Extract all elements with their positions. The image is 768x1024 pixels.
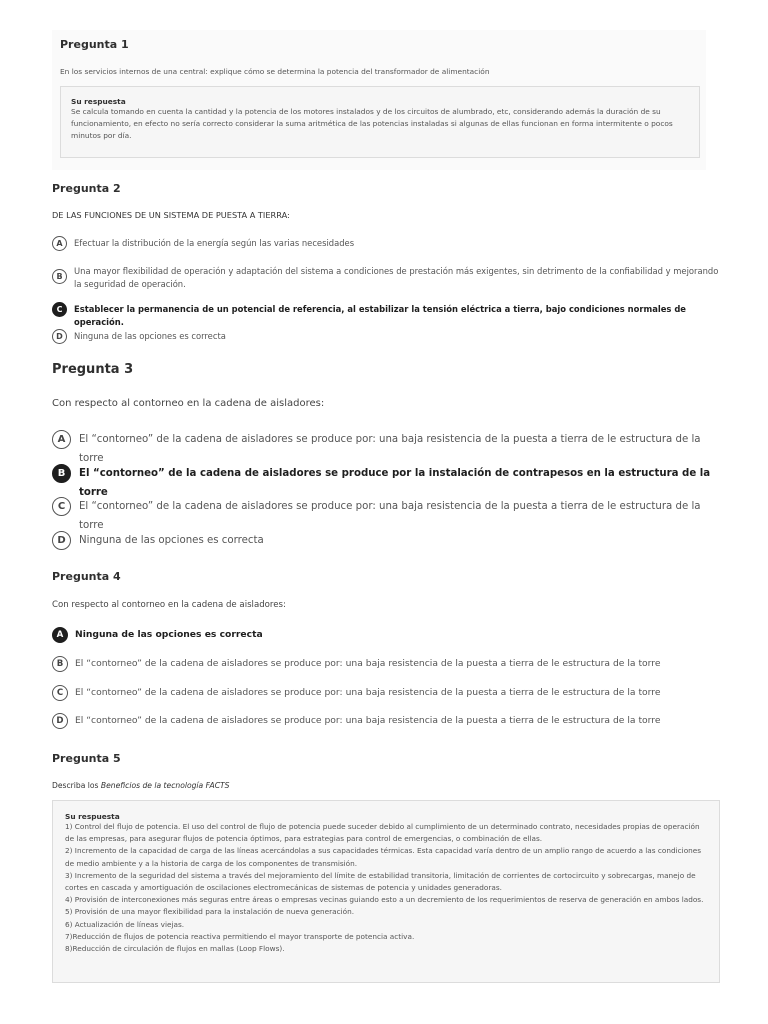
option-text: El “contorneo” de la cadena de aisladores se produce por: una baja resistencia de la puesta a tierra de le estructura de la torre [79, 501, 701, 531]
option-text: Efectuar la distribución de la energía según las varias necesidades [74, 238, 355, 248]
answer-title: Su respuesta [71, 97, 126, 106]
option-letter-badge: A [52, 430, 71, 449]
option-d[interactable] [52, 329, 720, 344]
option-text: El “contorneo” de la cadena de aisladores se produce por: una baja resistencia de la puesta a tierra de le estructura de la torre [75, 715, 661, 726]
answer-line: 7)Reducción de flujos de potencia reactiva permitiendo el mayor transporte de potencia activa. [65, 931, 415, 941]
option-letter-badge: A [52, 236, 67, 251]
option-b[interactable] [52, 656, 720, 672]
question-prompt-prefix: Describa los [52, 781, 101, 790]
option-text: Ninguna de las opciones es correcta [74, 331, 226, 341]
question-prompt: Con respecto al contorneo en la cadena de aisladores: [52, 600, 286, 610]
question-title: Pregunta 3 [52, 362, 134, 377]
answer-line: 1) Control del flujo de potencia. El uso del control de flujo de potencia puede suceder debido al cumplimiento de un determinado contrato, necesidades propias de operación de las empresas, para asegurar flujos de potencia óptimos, para estrategias para control de emergencias, o combinación de ellas. [65, 822, 700, 844]
option-c[interactable] [52, 497, 720, 535]
question-prompt-emphasis: Beneficios de la tecnología FACTS [100, 781, 230, 790]
question-3 [52, 360, 720, 560]
option-a[interactable] [52, 627, 720, 643]
answer-line: 3) Incremento de la seguridad del sistema a través del mejoramiento del límite de estabilidad transitoria, limitación de corrientes de cortocircuito y sobrecargas, manejo de cortes en cascada y amortiguación de oscilaciones electromecánicas de sistemas de potencia y unidades generadoras. [65, 870, 696, 893]
question-title: Pregunta 2 [52, 182, 121, 195]
question-2 [52, 180, 720, 350]
answer-line: 6) Actualización de líneas viejas. [65, 919, 185, 929]
option-text: El “contorneo” de la cadena de aisladores se produce por la instalación de contrapesos en la estructura de la torre [79, 468, 711, 498]
option-letter-badge: D [52, 531, 71, 550]
option-text: Una mayor flexibilidad de operación y adaptación del sistema a condiciones de prestación más exigentes, sin detrimento de la confiabilidad y mejorando la seguridad de operación. [74, 266, 719, 289]
option-text: Ninguna de las opciones es correcta [79, 535, 264, 546]
option-a[interactable] [52, 430, 720, 468]
answer-line: 5) Provisión de una mayor flexibilidad para la instalación de nueva generación. [65, 907, 355, 917]
option-b[interactable] [52, 264, 720, 291]
option-c[interactable] [52, 302, 720, 329]
answer-line: 8)Reducción de circulación de flujos en mallas (Loop Flows). [65, 944, 285, 954]
question-prompt: Con respecto al contorneo en la cadena de aisladores: [52, 398, 325, 409]
answer-title: Su respuesta [65, 812, 120, 821]
option-letter-badge: C [52, 497, 71, 516]
question-title: Pregunta 1 [60, 38, 129, 51]
option-d[interactable] [52, 531, 720, 550]
question-title: Pregunta 5 [52, 752, 121, 765]
answer-box [52, 800, 720, 983]
question-prompt [52, 781, 229, 790]
answer-box [60, 86, 700, 158]
answer-line: 4) Provisión de interconexiones más seguras entre áreas o empresas vecinas guiando esto a un decremiento de los requerimientos de reserva de generación en ambos lados. [65, 895, 704, 905]
question-prompt: DE LAS FUNCIONES DE UN SISTEMA DE PUESTA A TIERRA: [52, 210, 290, 220]
option-letter-badge-selected: A [52, 627, 68, 643]
option-text: Establecer la permanencia de un potencial de referencia, al estabilizar la tensión eléctrica a tierra, bajo condiciones normales de operación. [74, 304, 686, 327]
question-1 [52, 30, 706, 170]
question-5 [52, 750, 720, 990]
option-letter-badge: B [52, 269, 67, 284]
option-letter-badge-selected: C [52, 302, 67, 317]
option-d[interactable] [52, 713, 720, 729]
option-text: Ninguna de las opciones es correcta [75, 629, 263, 640]
option-a[interactable] [52, 236, 720, 251]
question-prompt: En los servicios internos de una central: explique cómo se determina la potencia del transformador de alimentación [60, 67, 490, 76]
option-text: El “contorneo” de la cadena de aisladores se produce por: una baja resistencia de la puesta a tierra de le estructura de la torre [79, 434, 701, 464]
question-4 [52, 568, 720, 738]
option-letter-badge: D [52, 329, 67, 344]
option-text: El “contorneo” de la cadena de aisladores se produce por: una baja resistencia de la puesta a tierra de le estructura de la torre [75, 658, 661, 669]
option-letter-badge-selected: B [52, 464, 71, 483]
question-title: Pregunta 4 [52, 570, 121, 583]
option-text: El “contorneo” de la cadena de aisladores se produce por: una baja resistencia de la puesta a tierra de le estructura de la torre [75, 687, 661, 698]
answer-line: 2) Incremento de la capacidad de carga de las líneas acercándolas a sus capacidades térmicas. Esta capacidad varía dentro de un amplio rango de acuerdo a las condiciones de medio ambiente y a la historia de carga de los componentes de transmisión. [65, 846, 702, 868]
option-letter-badge: D [52, 713, 68, 729]
answer-text: Se calcula tomando en cuenta la cantidad y la potencia de los motores instalados y de los circuitos de alumbrado, etc, considerando además la duración de su funcionamiento, en efecto no sería correcto considerar la suma aritmética de las potencias instaladas si algunas de ellas funcionan en forma intermitente o pocos minutos por día. [71, 107, 673, 140]
option-c[interactable] [52, 685, 720, 701]
option-letter-badge: B [52, 656, 68, 672]
option-letter-badge: C [52, 685, 68, 701]
answer-list [65, 821, 707, 955]
